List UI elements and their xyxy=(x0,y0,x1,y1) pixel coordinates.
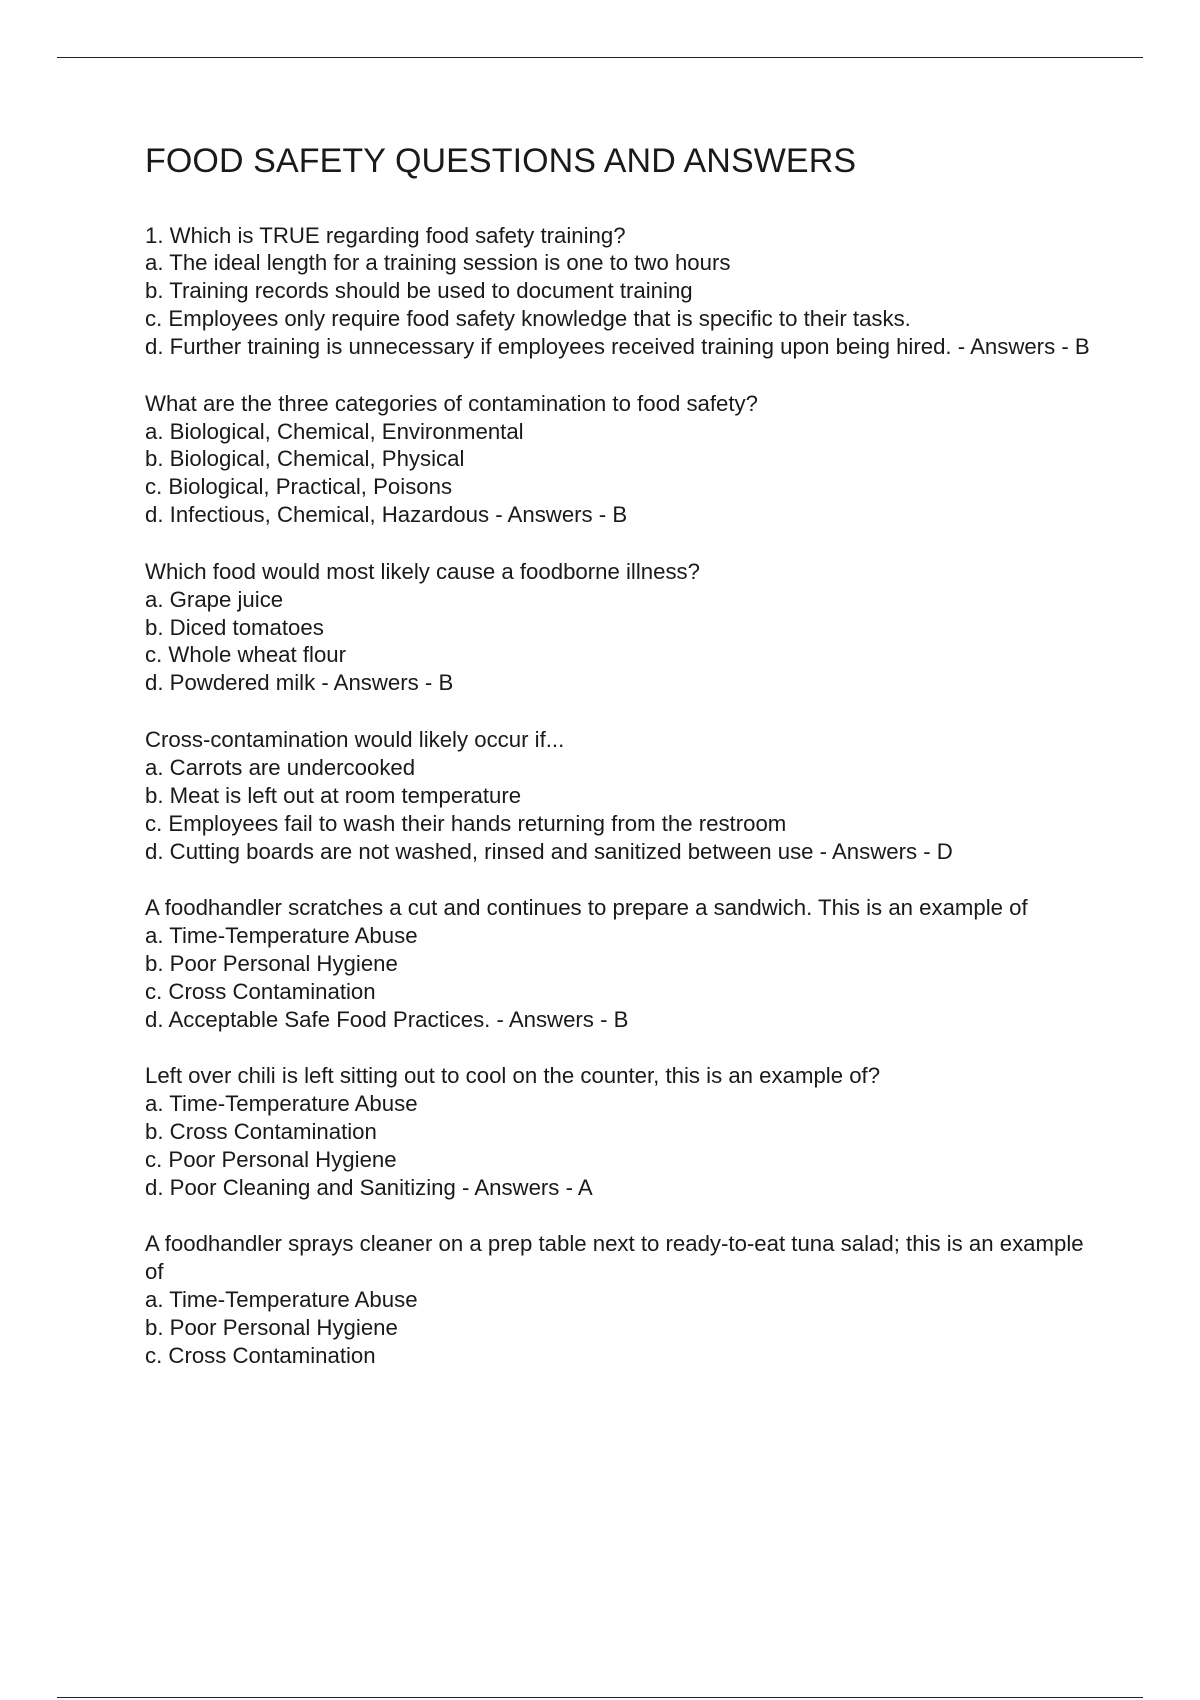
question-block-1 xyxy=(145,222,1100,362)
question-text: 1. Which is TRUE regarding food safety training? xyxy=(145,222,626,248)
option-c: c. Employees only require food safety knowledge that is specific to their tasks. xyxy=(145,306,911,332)
option-c: c. Cross Contamination xyxy=(145,978,376,1004)
option-d: d. Acceptable Safe Food Practices. - Answers - B xyxy=(145,1006,629,1032)
option-b: b. Biological, Chemical, Physical xyxy=(145,446,465,472)
option-b: b. Training records should be used to document training xyxy=(145,278,693,304)
option-c: c. Biological, Practical, Poisons xyxy=(145,474,453,500)
question-block-4 xyxy=(145,726,1100,866)
top-rule xyxy=(57,57,1143,58)
question-block-3 xyxy=(145,558,1100,698)
question-block-2 xyxy=(145,390,1100,530)
option-d: d. Further training is unnecessary if employees received training upon being hired. - Answers - B xyxy=(145,334,1090,360)
question-block-5 xyxy=(145,894,1100,1034)
option-c: c. Employees fail to wash their hands returning from the restroom xyxy=(145,810,787,836)
question-text: A foodhandler sprays cleaner on a prep table next to ready-to-eat tuna salad; this is an example of xyxy=(145,1231,1084,1285)
option-d: d. Cutting boards are not washed, rinsed and sanitized between use - Answers - D xyxy=(145,838,953,864)
question-text: What are the three categories of contamination to food safety? xyxy=(145,390,758,416)
option-d: d. Powdered milk - Answers - B xyxy=(145,670,454,696)
question-block-6 xyxy=(145,1062,1100,1202)
question-text: Which food would most likely cause a foodborne illness? xyxy=(145,558,700,584)
option-b: b. Poor Personal Hygiene xyxy=(145,1314,398,1340)
option-a: a. Grape juice xyxy=(145,586,284,612)
option-b: b. Cross Contamination xyxy=(145,1118,377,1144)
option-d: d. Poor Cleaning and Sanitizing - Answers - A xyxy=(145,1174,593,1200)
option-a: a. Time-Temperature Abuse xyxy=(145,1091,418,1117)
option-a: a. Time-Temperature Abuse xyxy=(145,922,418,948)
question-text: A foodhandler scratches a cut and continues to prepare a sandwich. This is an example of xyxy=(145,895,1028,920)
question-block-7 xyxy=(145,1230,1100,1370)
option-b: b. Meat is left out at room temperature xyxy=(145,782,522,808)
option-a: a. Time-Temperature Abuse xyxy=(145,1287,418,1313)
option-a: a. Carrots are undercooked xyxy=(145,754,416,780)
bottom-rule xyxy=(57,1697,1143,1698)
document-body xyxy=(145,140,1100,1398)
document-title: FOOD SAFETY QUESTIONS AND ANSWERS xyxy=(145,142,857,180)
question-text: Cross-contamination would likely occur if... xyxy=(145,726,565,752)
option-c: c. Cross Contamination xyxy=(145,1342,376,1368)
option-c: c. Poor Personal Hygiene xyxy=(145,1146,397,1172)
option-d: d. Infectious, Chemical, Hazardous - Answers - B xyxy=(145,502,628,528)
option-c: c. Whole wheat flour xyxy=(145,642,347,668)
option-b: b. Poor Personal Hygiene xyxy=(145,950,398,976)
option-a: a. The ideal length for a training session is one to two hours xyxy=(145,250,731,276)
option-b: b. Diced tomatoes xyxy=(145,614,324,640)
question-text: Left over chili is left sitting out to cool on the counter, this is an example of? xyxy=(145,1063,881,1089)
option-a: a. Biological, Chemical, Environmental xyxy=(145,418,524,444)
